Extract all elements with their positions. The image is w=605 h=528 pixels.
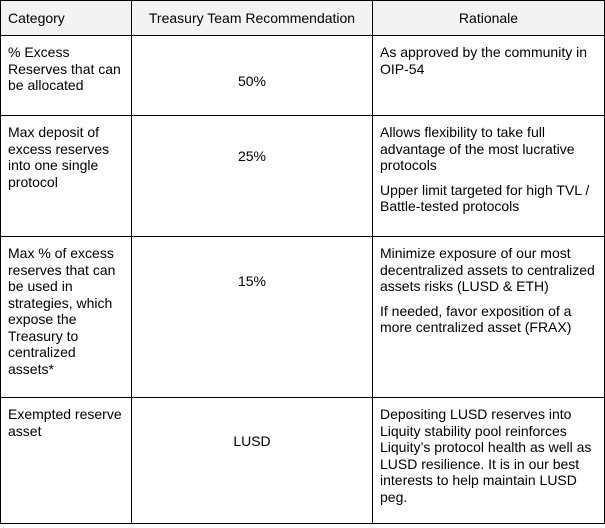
rationale-paragraph: Allows flexibility to take full advantage of the most lucrative protocols <box>380 124 575 173</box>
rationale-cell <box>373 116 605 237</box>
rationale-paragraph: Upper limit targeted for high TVL / Battle-tested protocols <box>380 181 590 214</box>
category-cell: Max deposit of excess reserves into one single protocol <box>1 116 132 237</box>
rationale-paragraph: As approved by the community in OIP-54 <box>380 44 587 77</box>
rationale-cell <box>373 237 605 398</box>
recommendation-cell <box>132 116 373 237</box>
recommendation-cell <box>132 398 373 524</box>
rationale-cell <box>373 398 605 524</box>
rationale-paragraph: Minimize exposure of our most decentralized assets to centralized assets risks (LUSD & ETH) <box>380 245 595 294</box>
recommendation-value: LUSD <box>233 433 271 450</box>
header-category: Category <box>1 1 132 36</box>
recommendation-cell <box>132 237 373 398</box>
rationale-paragraph: Depositing LUSD reserves into Liquity stability pool reinforces Liquity’s protocol health as well as LUSD resilience. It is in our best interests to help maintain LUSD peg. <box>380 406 592 505</box>
category-cell: Exempted reserve asset <box>1 398 132 524</box>
header-rationale: Rationale <box>373 1 605 36</box>
header-recommendation: Treasury Team Recommendation <box>132 1 373 36</box>
table-row <box>1 237 605 398</box>
recommendation-value: 50% <box>237 73 267 90</box>
table-row <box>1 116 605 237</box>
rationale-paragraph: If needed, favor exposition of a more centralized asset (FRAX) <box>380 302 572 335</box>
table-row <box>1 36 605 116</box>
category-cell: Max % of excess reserves that can be used in strategies, which expose the Treasury to centralized assets* <box>1 237 132 398</box>
rationale-cell <box>373 36 605 116</box>
table-row <box>1 398 605 524</box>
recommendation-cell <box>132 36 373 116</box>
table-header-row <box>1 1 605 36</box>
recommendation-value: 15% <box>237 272 267 289</box>
category-cell: % Excess Reserves that can be allocated <box>1 36 132 116</box>
recommendation-value: 25% <box>237 147 267 164</box>
